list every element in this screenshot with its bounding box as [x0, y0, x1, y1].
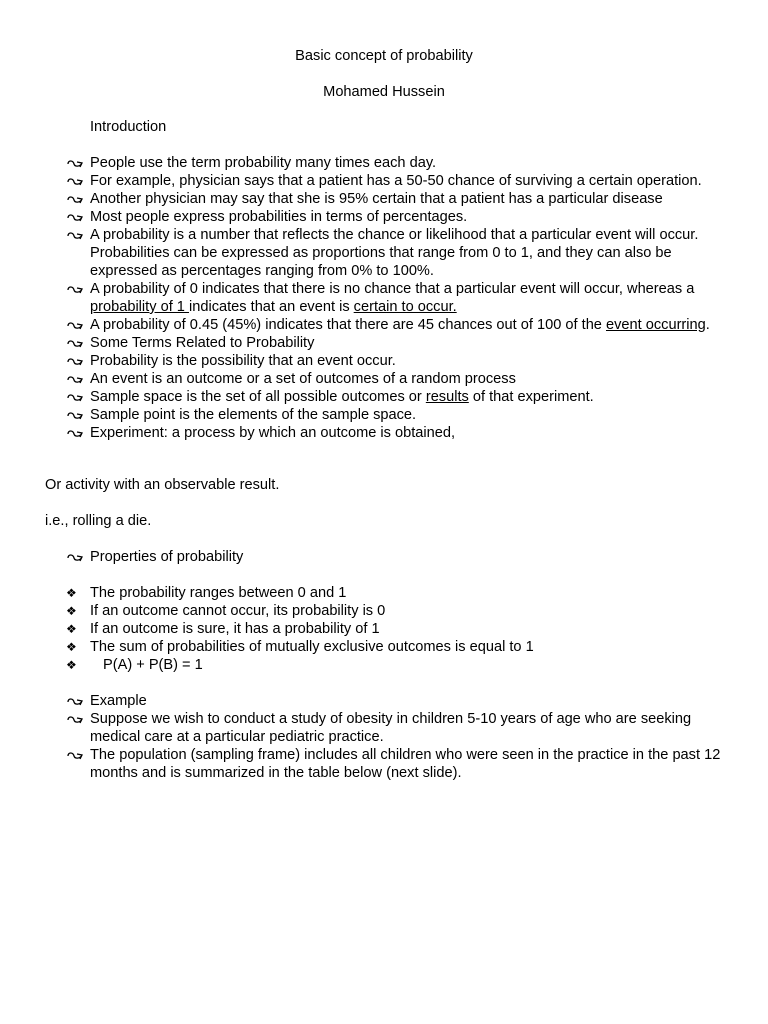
list-item: Probability is the possibility that an event occur.: [66, 352, 736, 370]
die-example-paragraph: i.e., rolling a die.: [45, 513, 152, 529]
arrow-bullet-icon: [66, 208, 84, 226]
arrow-bullet-icon: [66, 280, 84, 298]
list-item: Properties of probability: [66, 548, 736, 566]
arrow-bullet-icon: [66, 352, 84, 370]
arrow-bullet-icon: [66, 424, 84, 442]
example-list: [66, 692, 736, 782]
list-item: ❖ The probability ranges between 0 and 1: [66, 585, 347, 601]
diamond-bullet-icon: ❖: [66, 622, 77, 636]
document-title: Basic concept of probability: [295, 48, 473, 64]
activity-paragraph: Or activity with an observable result.: [45, 477, 280, 493]
arrow-bullet-icon: [66, 334, 84, 352]
list-item: Another physician may say that she is 95% certain that a patient has a particular disease: [66, 190, 736, 208]
list-item: People use the term probability many times each day.: [66, 154, 736, 172]
list-item: Experiment: a process by which an outcome is obtained,: [66, 424, 736, 442]
list-item: An event is an outcome or a set of outcomes of a random process: [66, 370, 736, 388]
list-item: ❖ If an outcome is sure, it has a probability of 1: [66, 621, 380, 637]
list-item: Sample point is the elements of the sample space.: [66, 406, 736, 424]
arrow-bullet-icon: [66, 746, 84, 764]
arrow-bullet-icon: [66, 406, 84, 424]
list-item: A probability of 0.45 (45%) indicates that there are 45 chances out of 100 of the event occurring.: [66, 316, 736, 334]
list-item: Most people express probabilities in terms of percentages.: [66, 208, 736, 226]
list-item: ❖ The sum of probabilities of mutually exclusive outcomes is equal to 1: [66, 639, 534, 655]
arrow-bullet-icon: [66, 370, 84, 388]
arrow-bullet-icon: [66, 154, 84, 172]
arrow-bullet-icon: [66, 710, 84, 728]
arrow-bullet-icon: [66, 190, 84, 208]
properties-heading-list: [66, 548, 736, 566]
list-item: Suppose we wish to conduct a study of obesity in children 5-10 years of age who are seeking medical care at a particular pediatric practice.: [66, 710, 736, 746]
list-item: For example, physician says that a patient has a 50-50 chance of surviving a certain operation.: [66, 172, 736, 190]
properties-list: [66, 584, 736, 674]
intro-bullet-list: [66, 154, 736, 442]
introduction-heading: Introduction: [90, 119, 167, 135]
list-item: A probability of 0 indicates that there is no chance that a particular event will occur, whereas a probability of 1 indicates that an event is certain to occur.: [66, 280, 736, 316]
arrow-bullet-icon: [66, 388, 84, 406]
list-item: ❖ P(A) + P(B) = 1: [66, 657, 203, 673]
diamond-bullet-icon: ❖: [66, 604, 77, 618]
diamond-bullet-icon: ❖: [66, 586, 77, 600]
document-author: Mohamed Hussein: [323, 84, 445, 100]
arrow-bullet-icon: [66, 316, 84, 334]
diamond-bullet-icon: ❖: [66, 658, 77, 672]
arrow-bullet-icon: [66, 172, 84, 190]
list-item: ❖ If an outcome cannot occur, its probability is 0: [66, 603, 386, 619]
arrow-bullet-icon: [66, 548, 84, 566]
list-item: Sample space is the set of all possible outcomes or results of that experiment.: [66, 388, 736, 406]
arrow-bullet-icon: [66, 692, 84, 710]
arrow-bullet-icon: [66, 226, 84, 244]
list-item: Example: [66, 692, 736, 710]
list-item: Some Terms Related to Probability: [66, 334, 736, 352]
diamond-bullet-icon: ❖: [66, 640, 77, 654]
list-item: A probability is a number that reflects the chance or likelihood that a particular event will occur. Probabilities can be expressed as proportions that range from 0 to 1, and they can also be expressed as percentages ranging from 0% to 100%.: [66, 226, 736, 280]
list-item: The population (sampling frame) includes all children who were seen in the practice in the past 12 months and is summarized in the table below (next slide).: [66, 746, 736, 782]
